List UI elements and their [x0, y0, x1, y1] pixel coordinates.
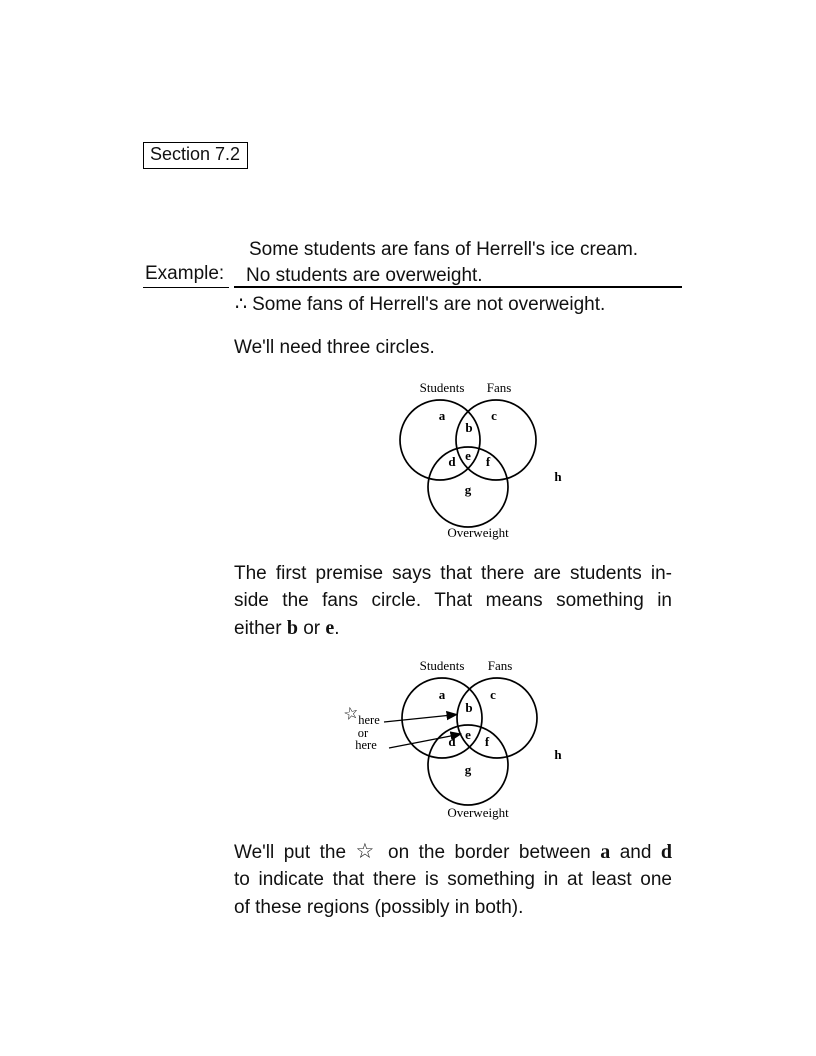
region-d-ref: d	[660, 841, 673, 863]
text-run: either	[234, 617, 287, 639]
conclusion	[235, 292, 605, 318]
region-b-ref: b	[286, 616, 298, 639]
conclusion-text: Some fans of Herrell's are not overweight.	[252, 294, 606, 315]
fans-circle	[457, 678, 537, 758]
region-h: h	[554, 469, 562, 484]
text-run: .	[334, 617, 340, 639]
venn-diagram-1	[378, 375, 610, 551]
section-heading: Section 7.2	[143, 142, 248, 169]
star-icon: ☆	[355, 839, 379, 863]
region-d: d	[448, 454, 456, 469]
overweight-label: Overweight	[447, 805, 509, 820]
region-e: e	[465, 448, 471, 463]
text-run: or	[297, 617, 326, 639]
premise-1: Some students are fans of Herrell's ice cream.	[249, 239, 639, 260]
inference-rule-line	[234, 286, 682, 288]
text-run: We'll put the	[234, 842, 356, 863]
paragraph-line	[234, 839, 672, 866]
region-e: e	[465, 727, 471, 742]
region-c: c	[491, 408, 497, 423]
region-g: g	[464, 762, 472, 777]
region-a: a	[438, 687, 446, 702]
example-label: Example:	[143, 263, 229, 288]
region-d: d	[448, 734, 456, 749]
paragraph-line: The first premise says that there are students in-	[234, 563, 672, 584]
therefore-symbol: ∴	[235, 294, 248, 315]
region-f: f	[485, 454, 491, 469]
paragraph-line: of these regions (possibly in both).	[234, 896, 524, 918]
paragraph-line: side the fans circle. That means something in	[234, 590, 672, 612]
region-a-ref: a	[600, 841, 611, 863]
star-icon: ☆	[341, 702, 361, 726]
paragraph-line	[234, 615, 672, 642]
region-f: f	[484, 734, 490, 749]
annotation-here-1: here	[358, 713, 380, 727]
arrow-to-region-b	[384, 715, 457, 723]
region-b: b	[465, 420, 473, 435]
region-b: b	[465, 700, 473, 715]
venn-diagram-2	[330, 655, 612, 831]
intro-text: We'll need three circles.	[234, 337, 435, 358]
overweight-label: Overweight	[447, 525, 509, 540]
students-label: Students	[419, 380, 465, 395]
annotation-or: or	[357, 726, 369, 740]
region-e-ref: e	[325, 616, 335, 639]
paragraph-star-explanation	[234, 839, 672, 921]
fans-label: Fans	[487, 658, 513, 673]
paragraph-premise-explanation	[234, 560, 672, 642]
premise-2: No students are overweight.	[246, 265, 483, 286]
region-h: h	[554, 747, 562, 762]
students-label: Students	[419, 658, 465, 673]
annotation-here-2: here	[355, 738, 377, 752]
text-run: and	[610, 842, 661, 863]
text-run: on the border between	[378, 842, 601, 863]
fans-label: Fans	[486, 380, 512, 395]
region-c: c	[490, 687, 496, 702]
region-a: a	[438, 408, 446, 423]
paragraph-line: to indicate that there is something in at least one	[234, 869, 672, 891]
region-g: g	[464, 482, 472, 497]
